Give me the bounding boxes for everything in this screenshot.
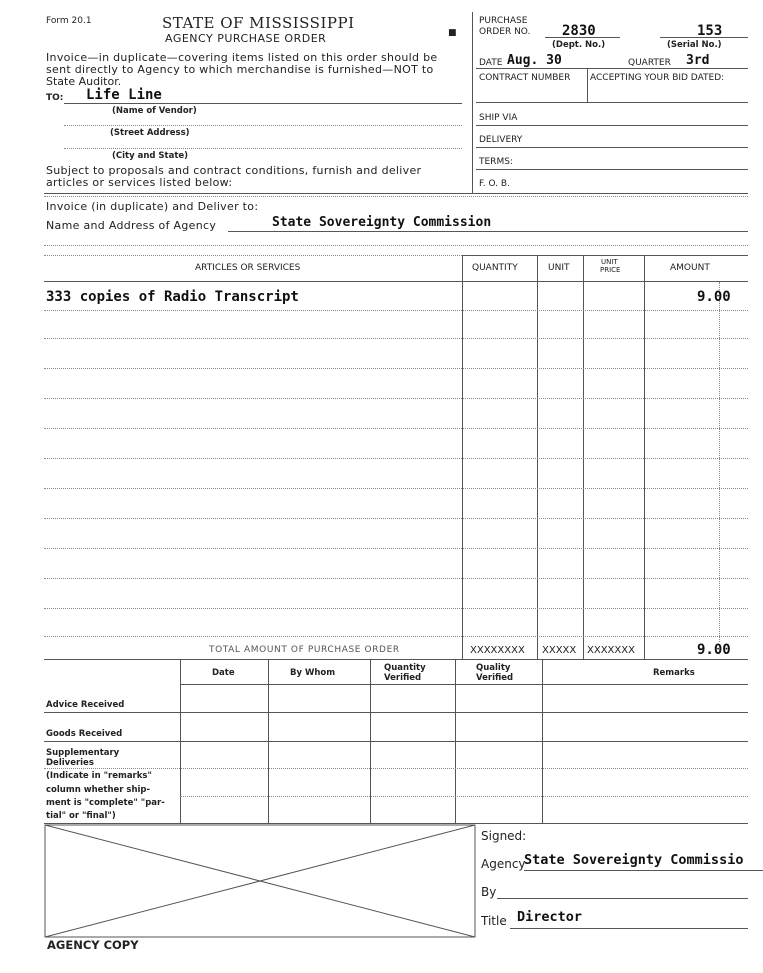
street-address-field[interactable] [64, 125, 462, 126]
po-label-line-2: ORDER NO. [479, 27, 531, 37]
header-articles: ARTICLES OR SERVICES [195, 263, 301, 273]
quarter-label: QUARTER [628, 58, 671, 68]
agency-copy-label: AGENCY COPY [47, 938, 139, 952]
subject-line-1: Subject to proposals and contract conditions, furnish and deliver [46, 164, 422, 177]
vendor-name-label: (Name of Vendor) [112, 106, 197, 116]
receipt-note-line-3: ment is "complete" "par- [46, 798, 165, 808]
signature-agency-label: Agency [481, 857, 526, 871]
contract-number-label: CONTRACT NUMBER [479, 73, 571, 83]
signature-agency-value[interactable]: State Sovereignty Commissio [524, 852, 744, 868]
receipt-row-advice: Advice Received [46, 700, 125, 710]
dept-number-label: (Dept. No.) [552, 40, 606, 50]
total-unit-mask: XXXXX [542, 645, 577, 656]
receipt-note-line-4: tial" or "final") [46, 811, 116, 821]
quarter-value[interactable]: 3rd [686, 53, 710, 68]
receipt-note-line-1: (Indicate in "remarks" [46, 771, 152, 781]
receipt-col-quality-line-2: Verified [476, 673, 514, 683]
date-label: DATE [479, 58, 503, 68]
po-label-line-1: PURCHASE [479, 16, 528, 26]
signed-label: Signed: [481, 829, 527, 843]
ship-via-label: SHIP VIA [479, 113, 518, 123]
total-label: TOTAL AMOUNT OF PURCHASE ORDER [209, 645, 400, 655]
receipt-col-date: Date [212, 668, 235, 678]
instructions-line-3: State Auditor. [46, 75, 122, 88]
serial-number-label: (Serial No.) [667, 40, 722, 50]
vendor-name[interactable]: Life Line [86, 87, 162, 103]
marker-icon: ■ [448, 28, 457, 38]
agency-address-label: Name and Address of Agency [46, 219, 217, 232]
street-address-label: (Street Address) [110, 128, 190, 138]
invoice-deliver-line: Invoice (in duplicate) and Deliver to: [46, 200, 259, 213]
receipt-row-goods: Goods Received [46, 729, 123, 739]
total-qty-mask: XXXXXXXX [470, 645, 525, 656]
form-title: STATE OF MISSISSIPPI [162, 14, 355, 32]
receipt-col-by-whom: By Whom [290, 668, 336, 678]
date-value[interactable]: Aug. 30 [507, 53, 562, 68]
receipt-row-supplementary-line-1: Supplementary [46, 748, 120, 758]
item-amount[interactable]: 9.00 [697, 289, 731, 305]
receipt-col-remarks: Remarks [653, 668, 695, 678]
to-label: TO: [46, 93, 64, 103]
item-description[interactable]: 333 copies of Radio Transcript [46, 289, 299, 305]
header-unit: UNIT [548, 263, 570, 273]
fob-label: F. O. B. [479, 179, 510, 189]
dept-number[interactable]: 2830 [562, 23, 596, 39]
signature-by-field[interactable] [497, 898, 748, 899]
accepting-bid-label: ACCEPTING YOUR BID DATED: [590, 73, 725, 83]
city-state-label: (City and State) [112, 151, 189, 161]
form-subtitle: AGENCY PURCHASE ORDER [165, 32, 327, 45]
serial-number[interactable]: 153 [697, 23, 723, 39]
header-quantity: QUANTITY [472, 263, 518, 273]
receipt-col-quality-line-1: Quality [476, 663, 511, 673]
header-unit-price-line-1: UNIT [601, 258, 618, 266]
receipt-row-supplementary-line-2: Deliveries [46, 758, 94, 768]
instructions-line-1: Invoice—in duplicate—covering items listed on this order should be [46, 51, 438, 64]
receipt-note-line-2: column whether ship- [46, 785, 151, 795]
header-amount: AMOUNT [670, 263, 710, 273]
instructions-line-2: sent directly to Agency to which merchandise is furnished—NOT to [46, 63, 434, 76]
city-state-field[interactable] [64, 148, 462, 149]
total-amount[interactable]: 9.00 [697, 642, 731, 658]
subject-line-2: articles or services listed below: [46, 176, 233, 189]
header-unit-price-line-2: PRICE [600, 266, 621, 274]
signature-by-label: By [481, 885, 497, 899]
agency-address-value[interactable]: State Sovereignty Commission [272, 215, 492, 230]
receipt-col-quantity-line-2: Verified [384, 673, 422, 683]
terms-label: TERMS: [479, 157, 513, 167]
form-number: Form 20.1 [46, 16, 92, 26]
signature-title-value[interactable]: Director [517, 909, 583, 925]
crossed-out-box [44, 824, 476, 938]
receipt-col-quantity-line-1: Quantity [384, 663, 426, 673]
signature-title-label: Title [481, 914, 507, 928]
delivery-label: DELIVERY [479, 135, 523, 145]
total-price-mask: XXXXXXX [587, 645, 635, 656]
